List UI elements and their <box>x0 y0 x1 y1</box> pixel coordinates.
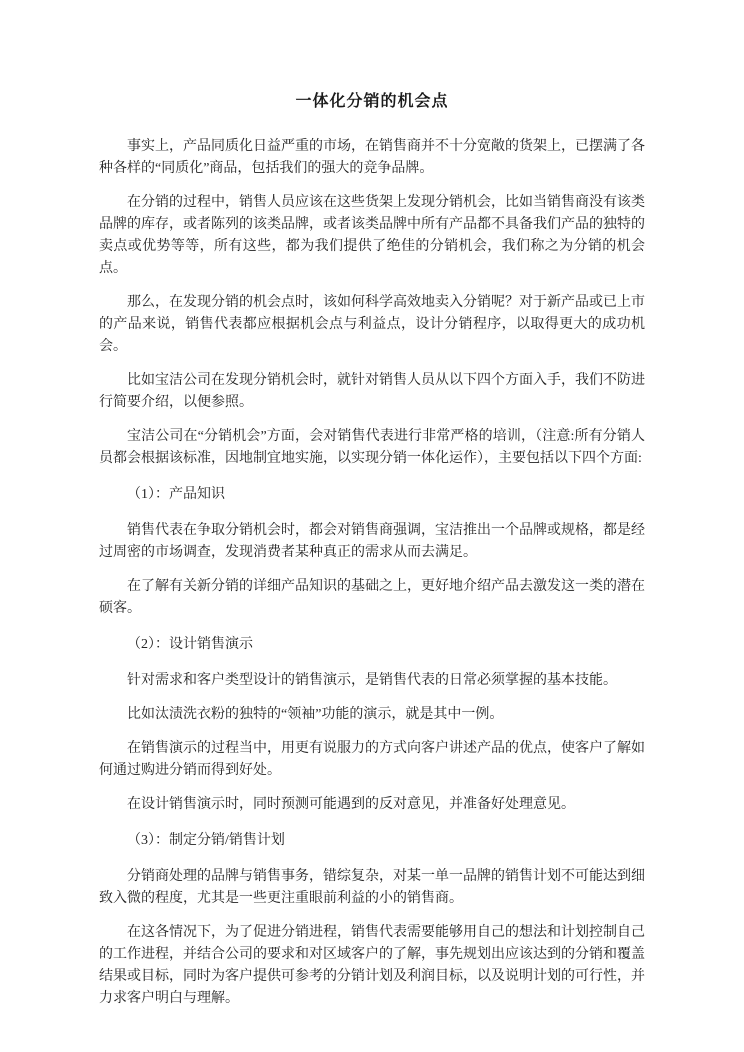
paragraph: 针对需求和客户类型设计的销售演示，是销售代表的日常必须掌握的基本技能。 <box>127 673 617 688</box>
section-heading-2: （2）：设计销售演示 <box>127 637 253 652</box>
document-body <box>99 136 645 1010</box>
paragraph: 比如宝洁公司在发现分销机会时，就针对销售人员从以下四个方面入手，我们不防进行简要介绍，以便参照。 <box>99 373 645 410</box>
paragraph: 比如汰渍洗衣粉的独特的“领袖”功能的演示，就是其中一例。 <box>127 707 504 722</box>
paragraph: 在分销的过程中，销售人员应该在这些货架上发现分销机会，比如当销售商没有该类品牌的库存，或者陈列的该类品牌，或者该类品牌中所有产品都不具备我们产品的独特的卖点或优势等等，所有这些，都为我们提供了绝佳的分销机会，我们称之为分销的机会点。 <box>99 195 645 276</box>
paragraph: 在设计销售演示时，同时预测可能遇到的反对意见，并准备好处理意见。 <box>127 797 575 812</box>
paragraph: 分销商处理的品牌与销售事务，错综复杂，对某一单一品牌的销售计划不可能达到细致入微的程度，尤其是一些更注重眼前利益的小的销售商。 <box>99 869 645 906</box>
paragraph: 那么，在发现分销的机会点时，该如何科学高效地卖入分销呢？对于新产品或已上市的产品来说，销售代表都应根据机会点与利益点，设计分销程序，以取得更大的成功机会。 <box>99 295 645 354</box>
section-heading-1: （1）：产品知识 <box>127 487 225 502</box>
section-heading-3: （3）：制定分销/销售计划 <box>127 833 285 848</box>
paragraph: 事实上，产品同质化日益严重的市场，在销售商并不十分宽敞的货架上，已摆满了各种各样的“同质化”商品，包括我们的强大的竞争品牌。 <box>99 139 645 176</box>
paragraph: 在了解有关新分销的详细产品知识的基础之上，更好地介绍产品去激发这一类的潜在硕客。 <box>99 579 645 616</box>
paragraph: 在这各情况下，为了促进分销进程，销售代表需要能够用自己的想法和计划控制自己的工作进程，并结合公司的要求和对区域客户的了解，事先规划出应该达到的分销和覆盖结果或目标，同时为客户提供可参考的分销计划及利润目标，以及说明计划的可行性，并力求客户明白与理解。 <box>99 925 645 1006</box>
paragraph: 宝洁公司在“分销机会”方面，会对销售代表进行非常严格的培训，（注意:所有分销人员都会根据该标准，因地制宜地实施，以实现分销一体化运作），主要包括以下四个方面: <box>99 429 645 466</box>
paragraph: 在销售演示的过程当中，用更有说服力的方式向客户讲述产品的优点，使客户了解如何通过购进分销而得到好处。 <box>99 741 645 778</box>
paragraph: 销售代表在争取分销机会时，都会对销售商强调，宝洁推出一个品牌或规格，都是经过周密的市场调查，发现消费者某种真正的需求从而去满足。 <box>99 523 645 560</box>
page-title: 一体化分销的机会点 <box>295 93 449 110</box>
